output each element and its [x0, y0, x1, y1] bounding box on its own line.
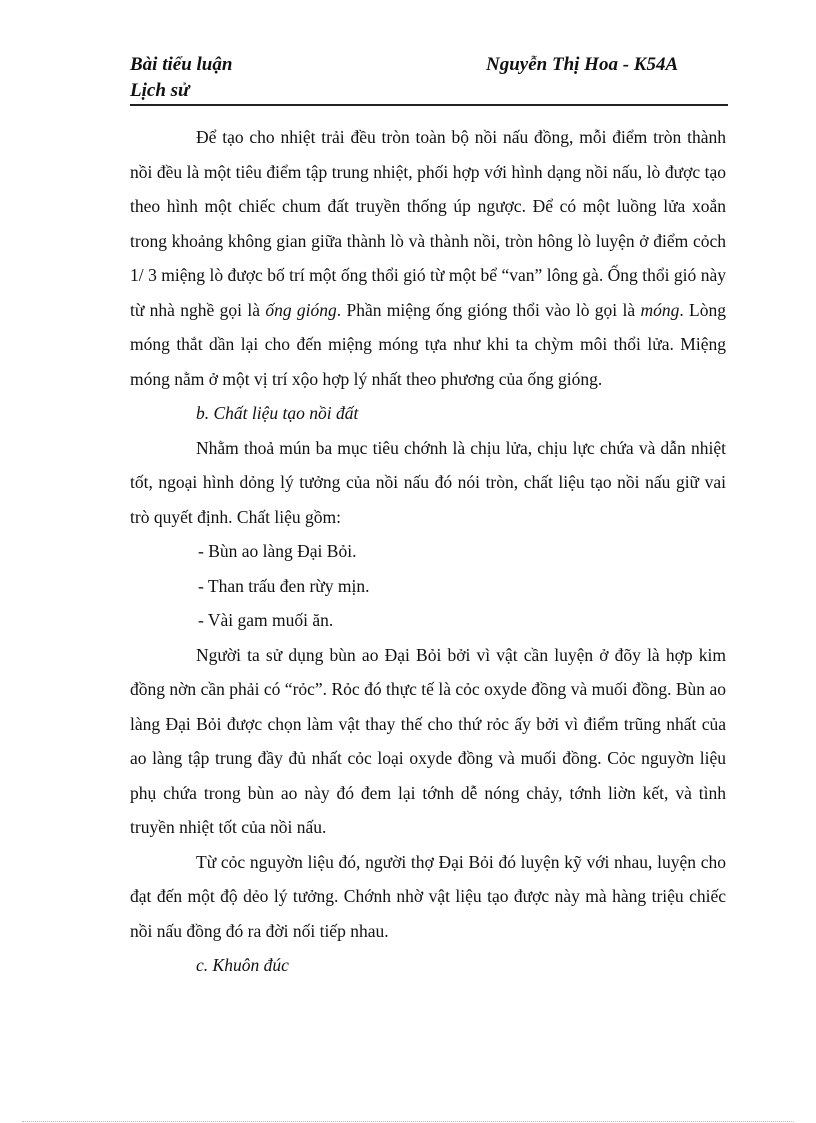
paragraph-kneading: Từ cỏc nguyờn liệu đó, người thợ Đại Bỏi đó luyện kỹ với nhau, luyện cho đạt đến một độ dẻo lý tưởng. Chớnh nhờ vật liệu tạo được này mà hàng triệu chiếc nồi nấu đồng đó ra đời nối tiếp nhau.	[130, 851, 726, 941]
section-heading-b: b. Chất liệu tạo nồi đất	[196, 403, 359, 423]
list-item: - Bùn ao làng Đại Bỏi.	[198, 541, 357, 561]
document-body	[130, 120, 726, 983]
term-mong: móng	[640, 299, 680, 320]
list-item: - Than trấu đen rừy mịn.	[198, 575, 370, 596]
paragraph-materials-intro: Nhằm thoả mún ba mục tiêu chớnh là chịu lửa, chịu lực chứa và dẫn nhiệt tốt, ngoại hình dỏng lý tưởng của nồi nấu đó nói tròn, chất liệu tạo nồi nấu giữ vai trò quyết định. Chất liệu gồm:	[130, 437, 726, 527]
header-subject: Lịch sử	[130, 80, 190, 101]
page-bottom-border	[22, 1121, 794, 1122]
header-left	[130, 52, 232, 104]
paragraph-mud: Người ta sử dụng bùn ao Đại Bỏi bởi vì vật cần luyện ở đõy là hợp kim đồng nờn cần phải có “rỏc”. Rỏc đó thực tế là cỏc oxyde đồng và muối đồng. Bùn ao làng Đại Bỏi được chọn làm vật thay thế cho thứ rỏc ấy bởi vì điểm trũng nhất của ao làng tập trung đầy đủ nhất cỏc loại oxyde đồng và muối đồng. Cỏc nguyờn liệu phụ chứa trong bùn ao này đó đem lại tớnh dễ nóng chảy, tớnh liờn kết, và tình truyền nhiệt tốt của nồi nấu.	[130, 644, 726, 837]
text-run: . Lòng móng thắt dần lại cho đến miệng móng tựa như khi ta chỳm môi thổi lửa. Miệng móng nằm ở một vị trí xộo hợp lý nhất theo phương của ống gióng.	[130, 299, 726, 389]
section-heading-c: c. Khuôn đúc	[196, 955, 289, 975]
header-author: Nguyễn Thị Hoa - K54A	[486, 54, 679, 75]
term-ong-giong: ống gióng	[265, 299, 337, 320]
text-run: Để tạo cho nhiệt trải đều tròn toàn bộ nồi nấu đồng, mỗi điểm tròn thành nồi đều là một tiêu điểm tập trung nhiệt, phối hợp với hình dạng nồi nấu, lò được tạo theo hình một chiếc chum đất truyền thống úp ngược. Để có một luồng lửa xoắn trong khoảng không gian giữa thành lò và thành nồi, tròn hông lò luyện ở điểm cỏch 1/ 3 miệng lò được bố trí một ống thổi gió từ một bể “van” lông gà. Ống thổi gió này từ nhà nghề gọi là	[130, 127, 726, 320]
paragraph-furnace	[130, 120, 726, 396]
header-title: Bài tiểu luận	[130, 54, 233, 75]
text-run: . Phần miệng ống gióng thổi vào lò gọi là	[336, 299, 641, 320]
list-item: - Vài gam muối ăn.	[198, 610, 334, 630]
page-header	[130, 52, 728, 106]
